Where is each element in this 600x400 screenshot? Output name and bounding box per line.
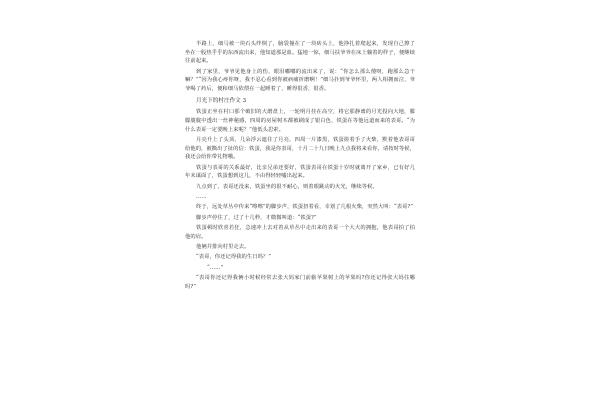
paragraph: 铁蛋正坐在村口那个破旧的大磨盘上，一轮明月挂在高空，将它那静谧的月光投向大地，朦朦胧胧中透出一丝神秘感，四周的房屋树木都被刷成了银白色，铁蛋在等他远道而来的表哥。“为什么表哥一定要晚上来呢？”他低头思索。 (185, 109, 415, 133)
paragraph: “表哥你还记得我俩小时候经常去张大妈家门前偷苹果树上的苹果吗?你还记得张大妈住哪吗?” (185, 275, 415, 290)
paragraph: 他俩并排向村里走去。 (196, 244, 250, 251)
paragraph: 到了家里，爷爷见他身上的伤，眼泪嘟嘟的流出来了，说：“你怎么那么傻呀，跑那么急干嘛？”“因为我心疼你呀，我不忍心看到你被病痛折磨啊！”细马扑到爷爷怀里，两人相拥而泣，爷爷喝了药后，便和细马依偎在一起睡着了，睡得很香，很香。 (185, 68, 415, 92)
paragraph: 月亮升上了头顶，几朵浮云遮住了月亮，四周一片漆黑，铁蛋搓着手了火柴，默着他表哥哥给他的，被撕出了扯的信：铁蛋，我是你表哥，十月二十九日晚上九点我将来看你，请按时等候，我还会给你带礼物哦。 (185, 136, 415, 161)
paragraph: 终于，远处草丛中传来“嚓嚓”的脚步声，铁蛋扭着看，幸划了几根火柴，突然大叫：“表哥?” (196, 204, 414, 211)
paragraph: 脚步声停住了，过了十几秒，才微微叫道：“铁蛋?” (196, 214, 317, 221)
paragraph: “……” (207, 264, 224, 271)
paragraph: 九点到了，表哥还没来，铁蛋坐的很不耐心，则着眼跳动的火光，继续等候。 (196, 183, 378, 190)
document-page (185, 40, 415, 293)
essay-title: 月光下的村庄作文 3 (196, 98, 247, 105)
ellipsis-separator: …… (196, 193, 207, 200)
paragraph: 半路上，细马被一块石头绊倒了，脑袋撞在了一块砖头上，他挣扎着爬起来，发现自己擦了坐在一股热乎乎的东西流出来，他知道那是血。猛地一惊，细马扶爷爷在床上躺着的样子，便继续往前起来。 (185, 41, 415, 65)
paragraph: 铁蛋与表哥的关系最好，比亲兄弟还要好，铁蛋表哥在铁蛋十岁时就离开了家乡，已有好几年未谋面了，铁蛋想到这儿，不由得轻轻嘘出起来。 (185, 164, 415, 180)
paragraph: “表哥，你还记得我的生日吗？” (196, 254, 272, 261)
paragraph: 铁蛋顿时欣喜若狂，急速冲上去对着从草丛中走出来的表哥一个大大的拥抱，他表哥拍了拍他的肩。 (185, 225, 415, 240)
